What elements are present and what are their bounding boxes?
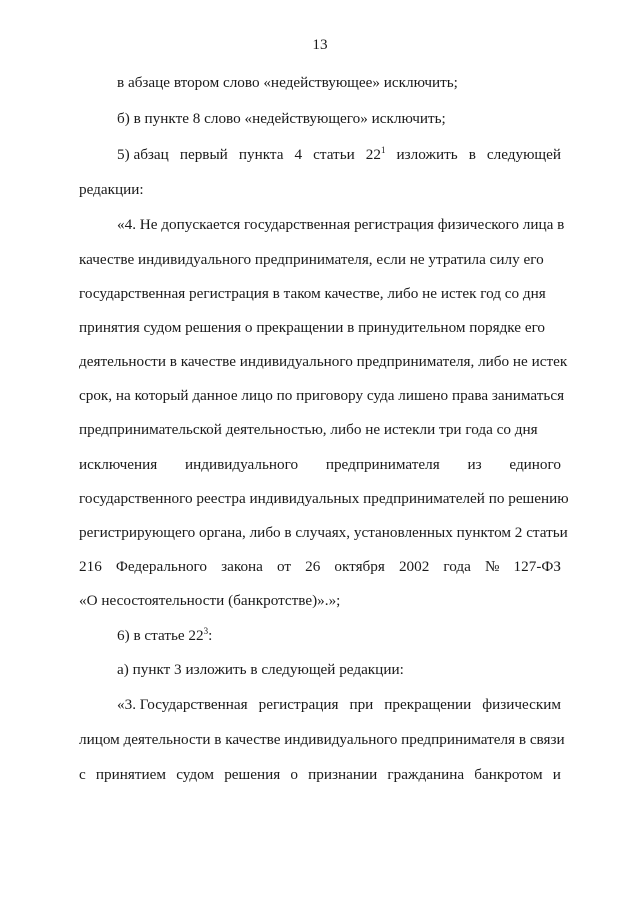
text-line: «4. Не допускается государственная регистрация физического лица в	[117, 216, 565, 233]
text-line	[79, 765, 561, 785]
text-line	[117, 626, 561, 646]
word: 22	[365, 146, 381, 163]
text-fragment: 6) в статье 22	[117, 627, 204, 644]
text-line: срок, на который данное лицо по приговору суда лишено права заниматься	[79, 387, 565, 404]
word: №	[484, 558, 500, 575]
text-line: а) пункт 3 изложить в следующей редакции:	[117, 661, 404, 678]
word: 5) абзац	[117, 146, 169, 163]
word: 216	[79, 558, 102, 575]
text-line: «О несостоятельности (банкротстве)».»;	[79, 592, 341, 609]
word: решения	[224, 766, 281, 783]
word: регистрация	[258, 696, 339, 713]
word: признании	[308, 766, 378, 783]
word: предпринимателя	[325, 456, 440, 473]
text-line	[117, 145, 561, 165]
word: изложить	[396, 146, 458, 163]
text-line: редакции:	[79, 181, 144, 198]
text-line: принятия судом решения о прекращении в принудительном порядке его	[79, 319, 546, 336]
text-line: лицом деятельности в качестве индивидуального предпринимателя в связи	[79, 731, 565, 748]
superscript: 3	[203, 626, 209, 636]
superscript: 1	[380, 145, 386, 155]
text-line: деятельности в качестве индивидуального предпринимателя, либо не истек	[79, 353, 568, 370]
word: года	[443, 558, 471, 575]
word: октября	[334, 558, 385, 575]
word: из	[467, 456, 482, 473]
word: «3. Государственная	[117, 696, 248, 713]
text-line: б) в пункте 8 слово «недействующего» исключить;	[117, 110, 446, 127]
text-fragment: :	[208, 627, 213, 644]
text-line	[79, 455, 561, 475]
word-with-superscript	[366, 145, 386, 165]
word: единого	[509, 456, 561, 473]
text-line: государственного реестра индивидуальных предпринимателей по решению	[79, 490, 569, 507]
word: 127-ФЗ	[513, 558, 561, 575]
word: 26	[305, 558, 321, 575]
word: судом	[176, 766, 215, 783]
word: следующей	[486, 146, 561, 163]
text-line: качестве индивидуального предпринимателя, если не утратила силу его	[79, 251, 544, 268]
text-line: государственная регистрация в таком качестве, либо не истек год со дня	[79, 285, 546, 302]
text-line: в абзаце втором слово «недействующее» исключить;	[117, 74, 458, 91]
word: прекращении	[384, 696, 472, 713]
text-line: регистрирующего органа, либо в случаях, установленных пунктом 2 статьи	[79, 524, 568, 541]
word: пункта	[238, 146, 284, 163]
word: гражданина	[387, 766, 465, 783]
word: физическим	[482, 696, 561, 713]
text-line	[79, 557, 561, 577]
page-number: 13	[312, 36, 328, 53]
word: 4	[294, 146, 303, 163]
word: Федерального	[115, 558, 208, 575]
word: и	[552, 766, 561, 783]
word: в	[468, 146, 476, 163]
word: при	[349, 696, 374, 713]
word: первый	[179, 146, 228, 163]
text-line	[117, 695, 561, 715]
word: банкротом	[474, 766, 543, 783]
word: индивидуального	[184, 456, 299, 473]
text-line: предпринимательской деятельностью, либо не истекли три года со дня	[79, 421, 538, 438]
word: принятием	[95, 766, 167, 783]
word: исключения	[79, 456, 158, 473]
word: 2002	[398, 558, 430, 575]
word: с	[79, 766, 86, 783]
word: закона	[221, 558, 263, 575]
word: о	[290, 766, 298, 783]
word: от	[276, 558, 292, 575]
word: статьи	[313, 146, 355, 163]
